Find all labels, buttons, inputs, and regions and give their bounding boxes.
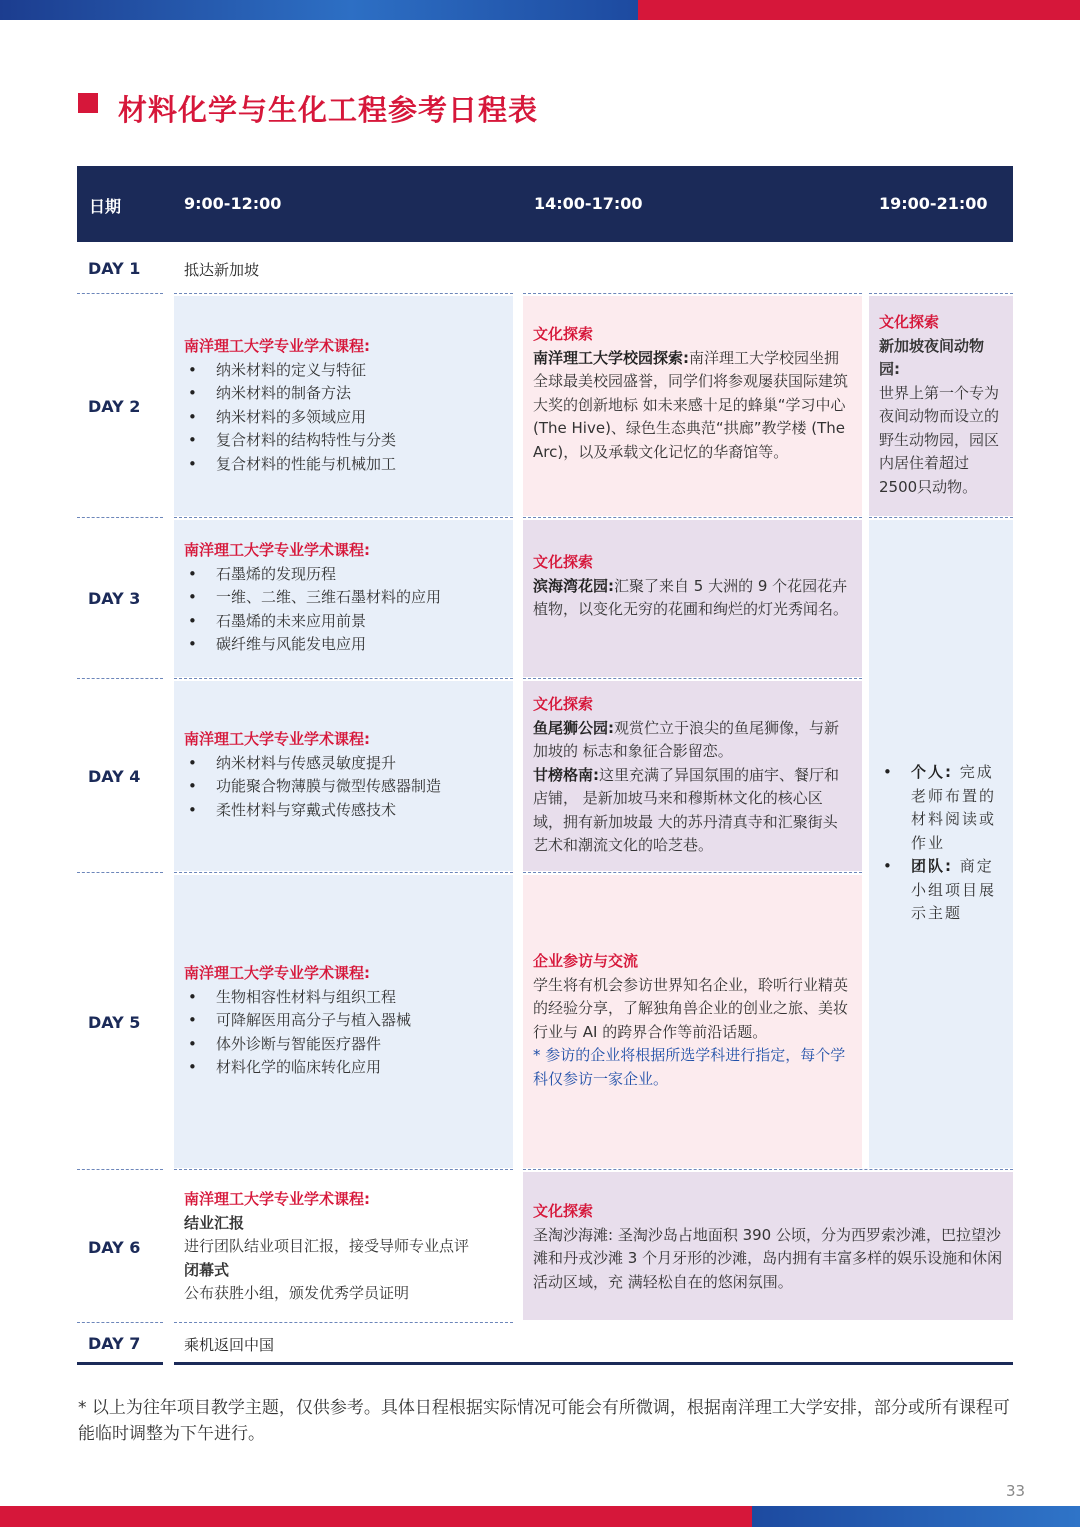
separator — [523, 1169, 1013, 1170]
day2-evening-place: 新加坡夜间动物园: — [879, 336, 985, 378]
day6-afternoon-cell — [523, 1172, 1013, 1320]
separator — [523, 517, 862, 518]
separator — [77, 517, 163, 518]
separator — [174, 1169, 513, 1170]
day5-afternoon-cell — [523, 875, 862, 1168]
day2-afternoon-title: 文化探索 — [533, 325, 594, 343]
day4-afternoon-cell — [523, 681, 862, 871]
list-item: • 碳纤维与风能发电应用 — [184, 633, 503, 657]
list-item: • 石墨烯的发现历程 — [184, 563, 503, 587]
day5-morning-list — [184, 986, 503, 1080]
table-bottom-rule — [77, 1362, 163, 1365]
day6-afternoon-text: 圣淘沙海滩: 圣淘沙岛占地面积 390 公顷，分为西罗索沙滩，巴拉望沙滩和丹戎沙滩 3 个月牙形的沙滩，岛内拥有丰富多样的娱乐设施和休闲活动区域，充 满轻松自在的悠闲氛围。 — [533, 1225, 1003, 1291]
day6-morning-bold2: 闭幕式 — [184, 1260, 230, 1279]
day4-afternoon-text1: 观赏伫立于浪尖的鱼尾狮像，与新加坡的 标志和象征合影留恋。 — [533, 718, 840, 760]
header-morning: 9:00-12:00 — [184, 194, 282, 213]
day5-afternoon-text: 学生将有机会参访世界知名企业，聆听行业精英的经验分享，了解独角兽企业的创业之旅、美妆行业与 AI 的跨界合作等前沿话题。 — [533, 975, 849, 1041]
title-marker-icon — [78, 93, 98, 113]
day4-afternoon-place1: 鱼尾狮公园: — [533, 718, 614, 737]
table-bottom-rule — [174, 1362, 1013, 1365]
day6-morning-bold1: 结业汇报 — [184, 1213, 245, 1232]
day3-afternoon-cell — [523, 520, 862, 677]
day1-label: DAY 1 — [88, 259, 141, 278]
evening-study-list — [879, 761, 1003, 926]
list-item: • 纳米材料的制备方法 — [184, 382, 503, 406]
separator — [77, 1322, 163, 1323]
list-item: • 可降解医用高分子与植入器械 — [184, 1009, 503, 1033]
day3-afternoon-text: 汇聚了来自 5 大洲的 9 个花园花卉植物，以变化无穷的花圃和绚烂的灯光秀闻名。 — [533, 576, 849, 618]
bottom-bar-blue — [752, 1506, 1080, 1527]
separator — [523, 678, 862, 679]
day3-afternoon-body — [533, 575, 852, 622]
day5-afternoon-title: 企业参访与交流 — [533, 952, 639, 970]
personal-text: 完成老师布置的材料阅读或作业 — [911, 763, 997, 852]
day6-morning-text1: 进行团队结业项目汇报，接受导师专业点评 — [184, 1237, 470, 1255]
day3-morning-cell — [174, 520, 513, 677]
day1-text: 抵达新加坡 — [184, 261, 260, 279]
day6-morning-title: 南洋理工大学专业学术课程: — [184, 1190, 370, 1208]
day4-afternoon-body2 — [533, 764, 852, 858]
day3-morning-title: 南洋理工大学专业学术课程: — [184, 541, 370, 559]
day5-afternoon-note: * 参访的企业将根据所选学科进行指定，每个学科仅参访一家企业。 — [533, 1046, 846, 1088]
table-header — [77, 166, 1013, 242]
day6-morning-text2: 公布获胜小组，颁发优秀学员证明 — [184, 1284, 410, 1302]
header-afternoon: 14:00-17:00 — [534, 194, 643, 213]
list-item: • 复合材料的结构特性与分类 — [184, 429, 503, 453]
day4-afternoon-text2: 这里充满了异国氛围的庙宇、餐厅和店铺， 是新加坡马来和穆斯林文化的核心区域，拥有新加坡最 大的苏丹清真寺和汇聚街头艺术和潮流文化的哈芝巷。 — [533, 765, 840, 854]
day7-label: DAY 7 — [88, 1334, 141, 1353]
separator — [77, 872, 163, 873]
day2-afternoon-text: 南洋理工大学校园坐拥全球最美校园盛誉，同学们将参观屡获国际建筑大奖的创新地标 如未来感十足的蜂巢“学习中心 (The Hive)、绿色生态典范“拱廊”教学楼 (The Arc)，以及承载文化记忆的华裔馆等。 — [533, 348, 849, 461]
day2-evening-cell — [869, 296, 1013, 516]
day2-morning-cell — [174, 296, 513, 516]
day6-morning-cell — [174, 1172, 513, 1320]
day4-afternoon-title: 文化探索 — [533, 695, 594, 713]
list-item — [879, 855, 1003, 926]
day2-evening-title: 文化探索 — [879, 313, 940, 331]
separator — [174, 1322, 513, 1323]
page-title: 材料化学与生化工程参考日程表 — [118, 93, 539, 127]
separator — [523, 872, 862, 873]
bottom-color-bar — [0, 1506, 1080, 1527]
day4-label: DAY 4 — [88, 767, 141, 786]
personal-label: 个人: — [911, 763, 953, 781]
separator — [174, 872, 513, 873]
day5-label: DAY 5 — [88, 1013, 141, 1032]
list-item: • 材料化学的临床转化应用 — [184, 1056, 503, 1080]
day6-afternoon-title: 文化探索 — [533, 1202, 594, 1220]
day4-morning-list — [184, 752, 503, 823]
day2-evening-text: 世界上第一个专为夜间动物而设立的野生动物园，园区内居住着超过2500只动物。 — [879, 383, 1000, 496]
day3-morning-list — [184, 563, 503, 657]
list-item: • 纳米材料与传感灵敏度提升 — [184, 752, 503, 776]
day4-afternoon-place2: 甘榜格南: — [533, 765, 599, 784]
day2-label: DAY 2 — [88, 397, 141, 416]
separator — [77, 293, 163, 294]
page-number: 33 — [1006, 1482, 1026, 1500]
list-item: • 纳米材料的定义与特征 — [184, 359, 503, 383]
list-item: • 生物相容性材料与组织工程 — [184, 986, 503, 1010]
list-item: • 一维、二维、三维石墨材料的应用 — [184, 586, 503, 610]
day2-morning-list — [184, 359, 503, 477]
day5-morning-cell — [174, 875, 513, 1168]
day4-afternoon-body1 — [533, 717, 852, 764]
list-item: • 功能聚合物薄膜与微型传感器制造 — [184, 775, 503, 799]
top-bar-red — [638, 0, 1080, 20]
footnote: * 以上为往年项目教学主题，仅供参考。具体日程根据实际情况可能会有所微调，根据南洋理工大学安排，部分或所有课程可能临时调整为下午进行。 — [78, 1398, 1010, 1444]
list-item: • 复合材料的性能与机械加工 — [184, 453, 503, 477]
separator — [869, 293, 1013, 294]
separator — [174, 517, 513, 518]
list-item: • 体外诊断与智能医疗器件 — [184, 1033, 503, 1057]
day6-label: DAY 6 — [88, 1238, 141, 1257]
day4-morning-cell — [174, 681, 513, 871]
day2-morning-title: 南洋理工大学专业学术课程: — [184, 337, 370, 355]
day5-morning-title: 南洋理工大学专业学术课程: — [184, 964, 370, 982]
day7-text: 乘机返回中国 — [184, 1336, 275, 1354]
day3-afternoon-place: 滨海湾花园: — [533, 576, 614, 595]
team-text: 商定小组项目展示主题 — [911, 857, 997, 922]
list-item: • 纳米材料的多领域应用 — [184, 406, 503, 430]
top-color-bar — [0, 0, 1080, 20]
separator — [77, 1169, 163, 1170]
separator — [869, 517, 1013, 518]
day2-afternoon-body — [533, 347, 852, 465]
day3-label: DAY 3 — [88, 589, 141, 608]
top-bar-blue — [0, 0, 638, 20]
day2-afternoon-cell — [523, 296, 862, 516]
separator — [523, 293, 862, 294]
list-item: • 石墨烯的未来应用前景 — [184, 610, 503, 634]
header-date: 日期 — [89, 197, 122, 216]
day2-afternoon-place: 南洋理工大学校园探索: — [533, 348, 689, 367]
evening-study-cell — [869, 520, 1013, 1168]
separator — [174, 678, 513, 679]
day3-afternoon-title: 文化探索 — [533, 553, 594, 571]
separator — [174, 293, 513, 294]
list-item: • 柔性材料与穿戴式传感技术 — [184, 799, 503, 823]
day4-morning-title: 南洋理工大学专业学术课程: — [184, 730, 370, 748]
list-item — [879, 761, 1003, 855]
bottom-bar-red — [0, 1506, 752, 1527]
header-evening: 19:00-21:00 — [879, 194, 988, 213]
team-label: 团队: — [911, 857, 953, 875]
separator — [77, 678, 163, 679]
